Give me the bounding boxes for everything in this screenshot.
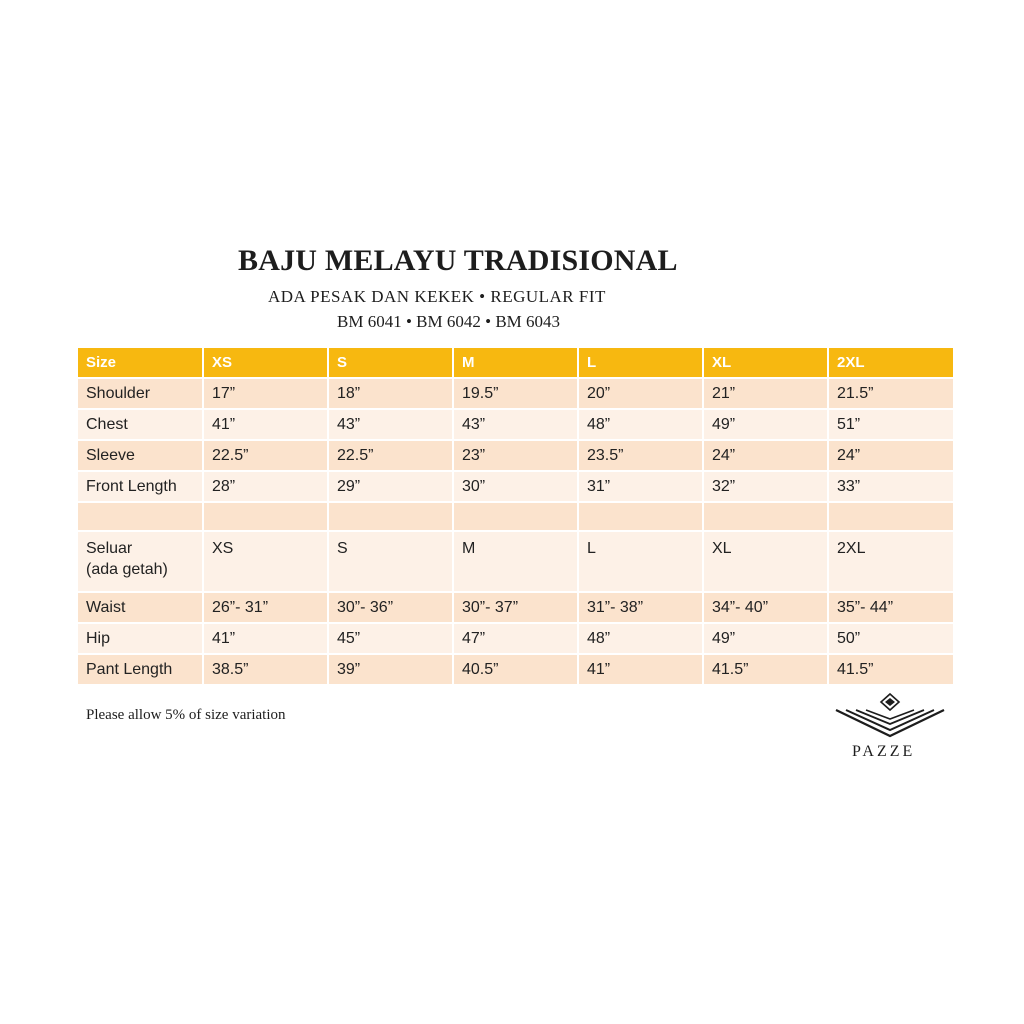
table-cell: 49” <box>703 623 828 654</box>
table-cell: 34”- 40” <box>703 592 828 623</box>
table-cell: 48” <box>578 623 703 654</box>
table-cell: 32” <box>703 471 828 502</box>
header-cell-l: L <box>578 348 703 378</box>
table-cell: 51” <box>828 409 953 440</box>
model-numbers: BM 6041 • BM 6042 • BM 6043 <box>337 312 561 331</box>
empty-cell <box>578 502 703 531</box>
empty-cell <box>328 502 453 531</box>
table-cell: XS <box>203 531 328 592</box>
table-cell: 41.5” <box>828 654 953 685</box>
row-label: Shoulder <box>78 378 203 409</box>
table-cell: S <box>328 531 453 592</box>
row-label: Hip <box>78 623 203 654</box>
table-cell: 40.5” <box>453 654 578 685</box>
size-variation-note: Please allow 5% of size variation <box>86 707 286 723</box>
table-cell: 24” <box>828 440 953 471</box>
table-cell: 41” <box>203 409 328 440</box>
table-row-shoulder <box>78 378 953 409</box>
table-cell: 2XL <box>828 531 953 592</box>
table-cell: 19.5” <box>453 378 578 409</box>
table-row-chest <box>78 409 953 440</box>
table-cell: 20” <box>578 378 703 409</box>
page-title: BAJU MELAYU TRADISIONAL <box>238 244 678 277</box>
table-cell: 23.5” <box>578 440 703 471</box>
table-cell: 49” <box>703 409 828 440</box>
table-cell: 31” <box>578 471 703 502</box>
table-cell: 21.5” <box>828 378 953 409</box>
table-cell: 28” <box>203 471 328 502</box>
table-row-seluar <box>78 531 953 592</box>
table-cell: XL <box>703 531 828 592</box>
empty-cell <box>703 502 828 531</box>
empty-cell <box>828 502 953 531</box>
table-cell: 30”- 37” <box>453 592 578 623</box>
table-cell: 41” <box>203 623 328 654</box>
header-cell-m: M <box>453 348 578 378</box>
table-cell: 41” <box>578 654 703 685</box>
table-row-hip <box>78 623 953 654</box>
table-cell: 50” <box>828 623 953 654</box>
table-cell: 30” <box>453 471 578 502</box>
table-cell: 29” <box>328 471 453 502</box>
table-cell: 43” <box>328 409 453 440</box>
size-chart-table <box>78 348 953 686</box>
seluar-label: Seluar <box>86 540 133 557</box>
header-cell-size: Size <box>78 348 203 378</box>
table-cell: 18” <box>328 378 453 409</box>
table-cell: 23” <box>453 440 578 471</box>
table-cell: 35”- 44” <box>828 592 953 623</box>
header-cell-2xl: 2XL <box>828 348 953 378</box>
table-cell: 26”- 31” <box>203 592 328 623</box>
page-subtitle: ADA PESAK DAN KEKEK • REGULAR FIT <box>268 287 606 306</box>
table-cell: 22.5” <box>203 440 328 471</box>
row-label: Waist <box>78 592 203 623</box>
header-cell-s: S <box>328 348 453 378</box>
table-cell: 43” <box>453 409 578 440</box>
row-label: Front Length <box>78 471 203 502</box>
empty-cell <box>203 502 328 531</box>
header-cell-xl: XL <box>703 348 828 378</box>
table-header-row <box>78 348 953 378</box>
chevron-logo-icon <box>832 692 948 742</box>
table-cell: 33” <box>828 471 953 502</box>
table-row-sleeve <box>78 440 953 471</box>
table-cell: 45” <box>328 623 453 654</box>
table-cell: 17” <box>203 378 328 409</box>
table-cell: 31”- 38” <box>578 592 703 623</box>
row-label <box>78 531 203 592</box>
header-cell-xs: XS <box>203 348 328 378</box>
table-row-waist <box>78 592 953 623</box>
table-cell: 41.5” <box>703 654 828 685</box>
table-cell: 22.5” <box>328 440 453 471</box>
table-cell: 24” <box>703 440 828 471</box>
table-cell: L <box>578 531 703 592</box>
table-cell: 47” <box>453 623 578 654</box>
table-cell: M <box>453 531 578 592</box>
row-label: Sleeve <box>78 440 203 471</box>
empty-cell <box>78 502 203 531</box>
seluar-sub-label: (ada getah) <box>86 561 168 578</box>
table-row-spacer <box>78 502 953 531</box>
table-cell: 21” <box>703 378 828 409</box>
brand-name: PAZZE <box>852 743 916 760</box>
table-row-pant-length <box>78 654 953 685</box>
table-cell: 30”- 36” <box>328 592 453 623</box>
table-cell: 48” <box>578 409 703 440</box>
row-label: Chest <box>78 409 203 440</box>
table-row-front-length <box>78 471 953 502</box>
empty-cell <box>453 502 578 531</box>
table-cell: 38.5” <box>203 654 328 685</box>
row-label: Pant Length <box>78 654 203 685</box>
table-cell: 39” <box>328 654 453 685</box>
